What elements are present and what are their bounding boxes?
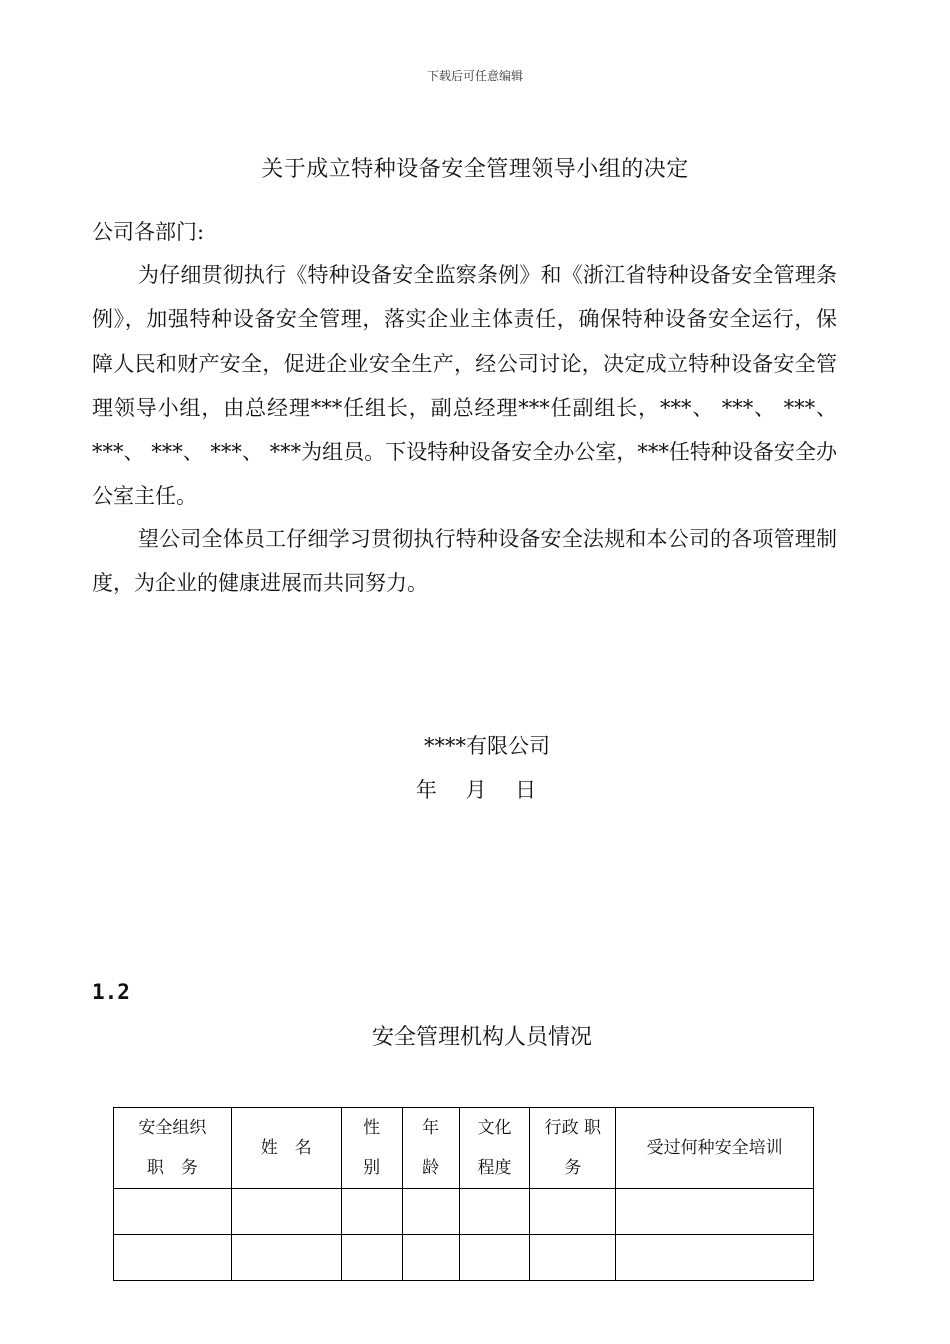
salutation: 公司各部门: (92, 220, 205, 244)
signature-company: ****有限公司 (424, 734, 550, 758)
header-org-role-line-2: 职 务 (146, 1158, 198, 1178)
header-admin-position-line-1: 行政 职 (544, 1118, 602, 1138)
table-cell (114, 1235, 232, 1281)
header-education-line-2: 程度 (477, 1158, 512, 1178)
header-name (231, 1108, 341, 1189)
header-gender-line-1: 性 (363, 1118, 381, 1138)
header-age-line-1: 年 (422, 1118, 440, 1138)
header-safety-training (616, 1108, 814, 1189)
table-cell (402, 1189, 459, 1235)
table-title: 安全管理机构人员情况 (371, 1025, 592, 1050)
header-gender (341, 1108, 402, 1189)
header-age (402, 1108, 459, 1189)
table-row (114, 1189, 814, 1235)
table-cell (231, 1235, 341, 1281)
table-cell (231, 1189, 341, 1235)
table-cell (616, 1235, 814, 1281)
body-paragraph-1: 为仔细贯彻执行《特种设备安全监察条例》和《浙江省特种设备安全管理条例》，加强特种设备安全管理，落实企业主体责任，确保特种设备安全运行，保障人民和财产安全，促进企业安全生产，经公司讨论，决定成立特种设备安全管理领导小组，由总经理***任组长，副总经理***任副组长，***、 ***、 ***、 ***、 ***、 ***、 ***为组员。下设特种设备安全办公室，***任特种设备安全办公室主任。 (92, 263, 837, 509)
signature-date: 年 月 日 (415, 778, 537, 802)
header-name-line-1: 姓 名 (260, 1138, 312, 1158)
header-gender-line-2: 别 (363, 1158, 381, 1178)
staff-table (113, 1107, 814, 1281)
header-note: 下载后可任意编辑 (426, 69, 523, 83)
table-cell (459, 1235, 530, 1281)
table-header-row (114, 1108, 814, 1189)
table-cell (530, 1235, 616, 1281)
header-org-role-line-1: 安全组织 (138, 1118, 207, 1138)
table-cell (402, 1235, 459, 1281)
table-cell (341, 1189, 402, 1235)
table-cell (341, 1235, 402, 1281)
body-paragraph-2: 望公司全体员工仔细学习贯彻执行特种设备安全法规和本公司的各项管理制度，为企业的健康进展而共同努力。 (92, 527, 837, 596)
section-number: 1.2 (92, 980, 130, 1004)
header-org-role (114, 1108, 232, 1189)
header-admin-position (530, 1108, 616, 1189)
document-title: 关于成立特种设备安全管理领导小组的决定 (261, 157, 689, 182)
table-row (114, 1235, 814, 1281)
header-age-line-2: 龄 (422, 1158, 440, 1178)
table-cell (114, 1189, 232, 1235)
header-admin-position-line-2: 务 (564, 1158, 582, 1178)
table-cell (530, 1189, 616, 1235)
table-cell (459, 1189, 530, 1235)
header-education-line-1: 文化 (477, 1118, 512, 1138)
header-safety-training-line-1: 受过何种安全培训 (646, 1138, 783, 1158)
table-cell (616, 1189, 814, 1235)
header-education (459, 1108, 530, 1189)
